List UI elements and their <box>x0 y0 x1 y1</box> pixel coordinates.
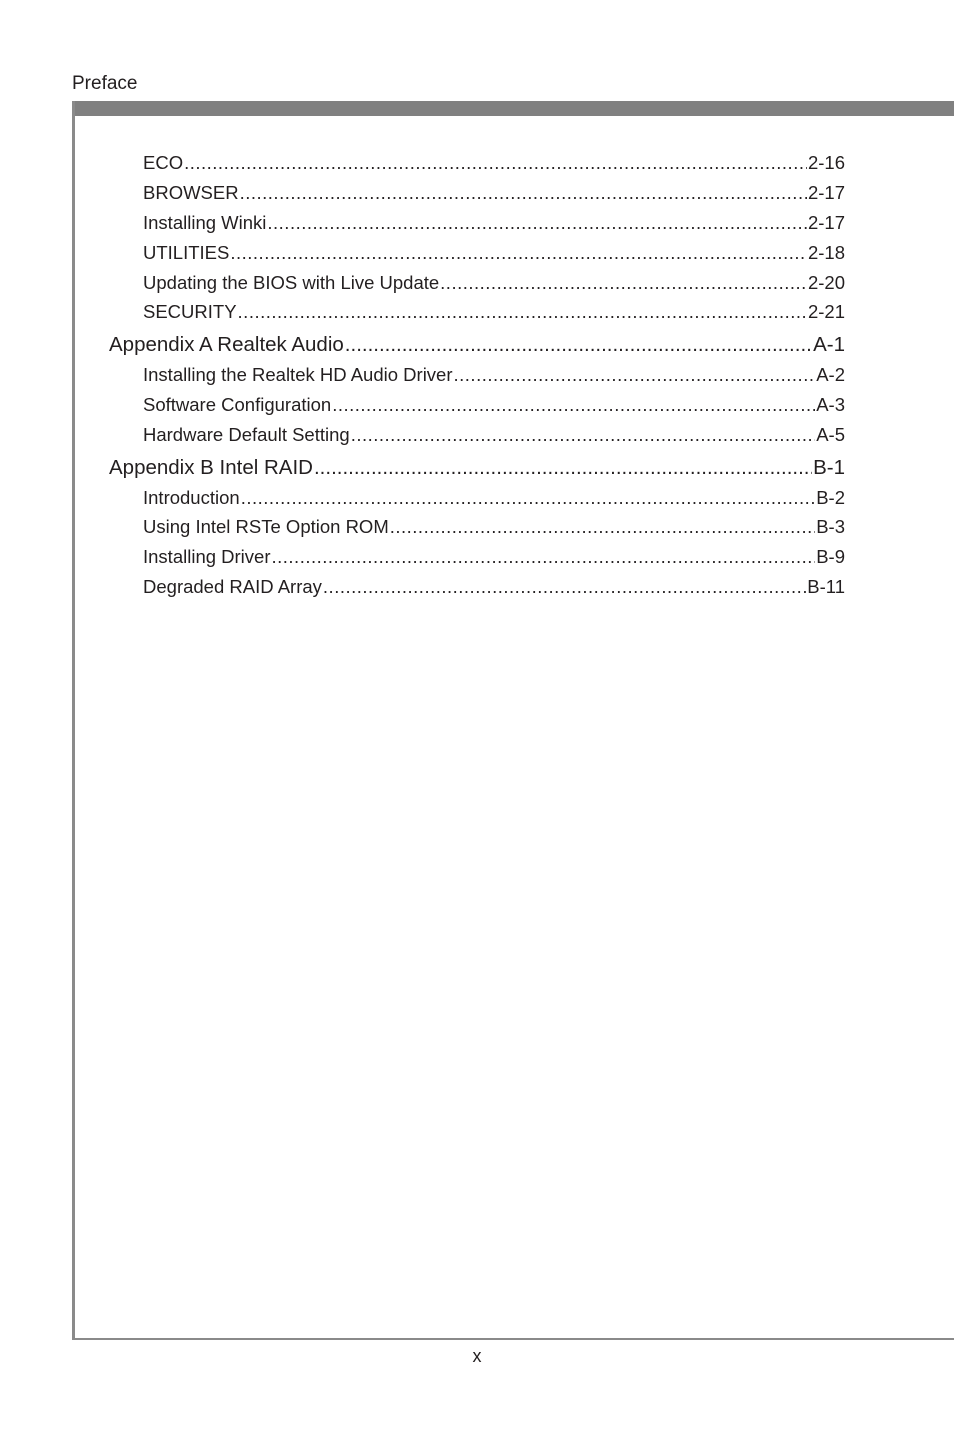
toc-entry-title: ECO <box>143 152 184 173</box>
page-number: x <box>472 1346 482 1366</box>
toc-entry-title: Appendix A Realtek Audio <box>109 333 344 356</box>
toc-leader-dots <box>314 455 812 481</box>
toc-entry-page: 2-17 <box>807 212 845 233</box>
toc-leader-dots <box>272 546 816 568</box>
toc-entry-page: A-2 <box>816 364 845 385</box>
toc-entry-page: B-1 <box>813 456 845 479</box>
toc-entry-page: A-3 <box>816 394 845 415</box>
toc-entry-hardware-default[interactable] <box>143 424 845 446</box>
toc-leader-dots <box>240 182 807 204</box>
toc-entry-title: Using Intel RSTe Option ROM <box>143 516 389 537</box>
toc-leader-dots <box>230 242 807 264</box>
toc-entry-software-configuration[interactable] <box>143 394 845 416</box>
toc-entry-title: SECURITY <box>143 301 237 322</box>
toc-leader-dots <box>332 394 815 416</box>
toc-entry-eco[interactable] <box>143 152 845 174</box>
toc-entry-utilities[interactable] <box>143 242 845 264</box>
toc-entry-realtek-driver[interactable] <box>143 364 845 386</box>
toc-entry-title: BROWSER <box>143 182 239 203</box>
toc-entry-page: 2-21 <box>807 301 845 322</box>
toc-entry-title: Installing Winki <box>143 212 267 233</box>
toc-leader-dots <box>238 301 807 323</box>
toc-leader-dots <box>241 487 816 509</box>
toc-leader-dots <box>323 576 806 598</box>
toc-entry-installing-winki[interactable] <box>143 212 845 234</box>
toc-leader-dots <box>351 424 816 446</box>
toc-entry-appendix-a[interactable] <box>109 332 845 358</box>
toc-entry-title: Appendix B Intel RAID <box>109 456 313 479</box>
toc-entry-security[interactable] <box>143 301 845 323</box>
toc-leader-dots <box>390 516 815 538</box>
toc-entry-introduction[interactable] <box>143 487 845 509</box>
toc-entry-rste-option-rom[interactable] <box>143 516 845 538</box>
toc-entry-title: Software Configuration <box>143 394 332 415</box>
toc-entry-page: A-1 <box>813 333 845 356</box>
toc-entry-page: B-11 <box>807 576 845 597</box>
toc-leader-dots <box>454 364 816 386</box>
toc-entry-title: Degraded RAID Array <box>143 576 322 597</box>
toc-entry-page: 2-18 <box>807 242 845 263</box>
toc-entry-title: Updating the BIOS with Live Update <box>143 272 440 293</box>
toc-entry-installing-driver[interactable] <box>143 546 845 568</box>
toc-leader-dots <box>267 212 807 234</box>
toc-entry-page: 2-20 <box>807 272 845 293</box>
toc-entry-browser[interactable] <box>143 182 845 204</box>
toc-leader-dots <box>184 152 807 174</box>
toc-entry-page: A-5 <box>816 424 845 445</box>
toc-entry-title: UTILITIES <box>143 242 230 263</box>
toc-entry-page: B-2 <box>816 487 845 508</box>
toc-leader-dots <box>440 272 807 294</box>
toc-entry-title: Hardware Default Setting <box>143 424 350 445</box>
toc-entry-appendix-b[interactable] <box>109 455 845 481</box>
toc-leader-dots <box>345 332 812 358</box>
toc-entry-title: Installing Driver <box>143 546 271 567</box>
toc-entry-page: B-9 <box>816 546 845 567</box>
toc-entry-title: Introduction <box>143 487 240 508</box>
toc-entry-degraded-raid[interactable] <box>143 576 845 598</box>
toc-entry-title: Installing the Realtek HD Audio Driver <box>143 364 453 385</box>
toc-entry-page: 2-16 <box>807 152 845 173</box>
toc-entry-live-update[interactable] <box>143 272 845 294</box>
toc-entry-page: 2-17 <box>807 182 845 203</box>
toc-entry-page: B-3 <box>816 516 845 537</box>
section-header: Preface <box>72 73 138 94</box>
